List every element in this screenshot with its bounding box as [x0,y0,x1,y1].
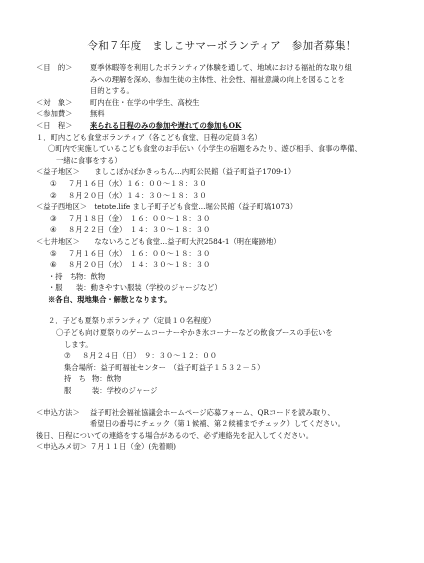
schedule-date: ８月２０日（水） １４：３０～１８：３０ [68,260,211,270]
bring-item [36,373,408,385]
clothes-value: 装：動きやすい服装（学校のジャージなど） [76,283,222,293]
fee-text: 無料 [90,109,105,119]
clothes-key: 服 [64,386,86,396]
overview-section [36,62,408,132]
schedule-item [36,213,408,225]
clothes-item [36,385,408,397]
schedule-number: ① [50,178,57,188]
section2-heading: ２．子ども夏祭りボランティア（定員１０名程度） [48,316,216,326]
section1-desc: 一緒に食事をする） [56,155,122,165]
bring-value: 物：飲物 [92,374,122,384]
schedule-row [36,120,408,132]
apply-method-text: 益子町社会福祉協議会ホームページ応募フォーム、QRコードを読み取り、 [90,407,335,417]
bring-value: 物：飲物 [76,271,106,281]
purpose-row [36,62,408,97]
target-label: ＜対 象＞ [36,97,73,107]
area-header-mashiko: ＜益子地区＞ ましこぽかぽかきっちん…内町公民館（益子町益子1709-1） [36,167,296,177]
schedule-date: ８月２２日（金） １４：３０～１８：３０ [68,225,211,235]
meeting-note: ※各自、現地集合・解散となります。 [48,294,172,304]
target-text: 町内在住・在学の中学生、高校生 [90,97,200,107]
schedule-label: ＜日 程＞ [36,120,73,130]
clothes-item [36,282,408,294]
fee-row [36,108,408,120]
deadline-row [36,441,408,453]
schedule-item [36,224,408,236]
clothes-key: ・服 [48,283,78,293]
schedule-number: ⑥ [50,260,57,270]
section-kodomo-shokudo [36,132,408,306]
application-section [36,407,408,453]
section1-desc: 〇町内で実施しているこども食堂のお手伝い（小学生の宿題をみたり、遊び相手、食事の準備、 [48,144,362,154]
schedule-item [36,178,408,190]
meeting-place: 集合場所：益子町福祉センター （益子町益子１５３２－５） [64,362,265,372]
apply-method-line: 希望日の番号にチェック（第１候補、第２候補までチェック）してください。 [90,419,345,429]
apply-method-label: ＜申込方法＞ [36,407,80,417]
clothes-value: 装：学校のジャージ [92,386,158,396]
schedule-item [36,248,408,260]
section-natsumatsuri [36,315,408,396]
apply-method-row [36,407,408,419]
schedule-date: ７月１８日（金） １６：００～１８：３０ [68,213,211,223]
purpose-label: ＜目 的＞ [36,63,73,72]
bring-key: ・持 ち [48,271,78,281]
schedule-number: ④ [50,225,57,235]
schedule-number: ⑤ [50,248,57,258]
purpose-line: 夏季休暇等を利用したボランティア体験を通して、地域における福祉的な取り組 [90,63,352,72]
area-header-mashiko-nishi: ＜益子西地区＞ tetote.life まし子町子ども食堂…堀公民館（益子町塙1073） [36,202,298,212]
bring-item [36,271,408,283]
schedule-date: ７月１６日（水）１６：００～１８：３０ [68,178,207,188]
fee-label: ＜参加費＞ [36,109,73,119]
schedule-item [36,190,408,202]
schedule-item [36,259,408,271]
schedule-item [36,350,408,362]
schedule-date: ７月１６日（水） １６：００～１８：３０ [68,248,211,258]
page-title: 令和７年度 ましこサマーボランティア 参加者募集！ [87,40,357,52]
schedule-number: ③ [50,213,57,223]
deadline-label: ＜申込みメ切＞ [36,442,88,452]
followup-note: 後日、日程についての連絡をする場合があるので、必ず連絡先を記入してください。 [36,430,313,440]
schedule-number: ② [50,190,57,200]
section2-desc: します。 [64,339,93,349]
purpose-line: みへの理解を深め、参加生徒の主体性、社会性、福祉意識の向上を図ることを [90,74,345,84]
area-header-nanai: ＜七井地区＞ なないろこども食堂…益子町大沢2584-1（明在庵跡地） [36,236,281,246]
purpose-line: 目的とする。 [90,86,134,96]
spacer [36,305,408,315]
section1-heading: １．町内こども食堂ボランティア（各こども食堂、日程の定員３名） [36,132,262,142]
schedule-number: ⑦ [64,351,71,361]
schedule-date: ８月２０日（水）１４：３０～１８：３０ [68,190,207,200]
bring-key: 持 ち [64,374,86,384]
purpose-text [90,62,408,97]
schedule-note: 来られる日程のみの参加や遅れての参加もOK [90,120,242,130]
section2-desc: 〇子ども向け夏祭りのゲームコーナーやかき氷コーナーなどの飲食ブースの手伝いを [56,328,333,338]
spacer [36,397,408,407]
target-row [36,97,408,109]
deadline-text: ７月１１日（金）(先着順) [90,442,176,452]
schedule-date: ８月２４日（日） ９：３０～１２：００ [82,351,217,361]
